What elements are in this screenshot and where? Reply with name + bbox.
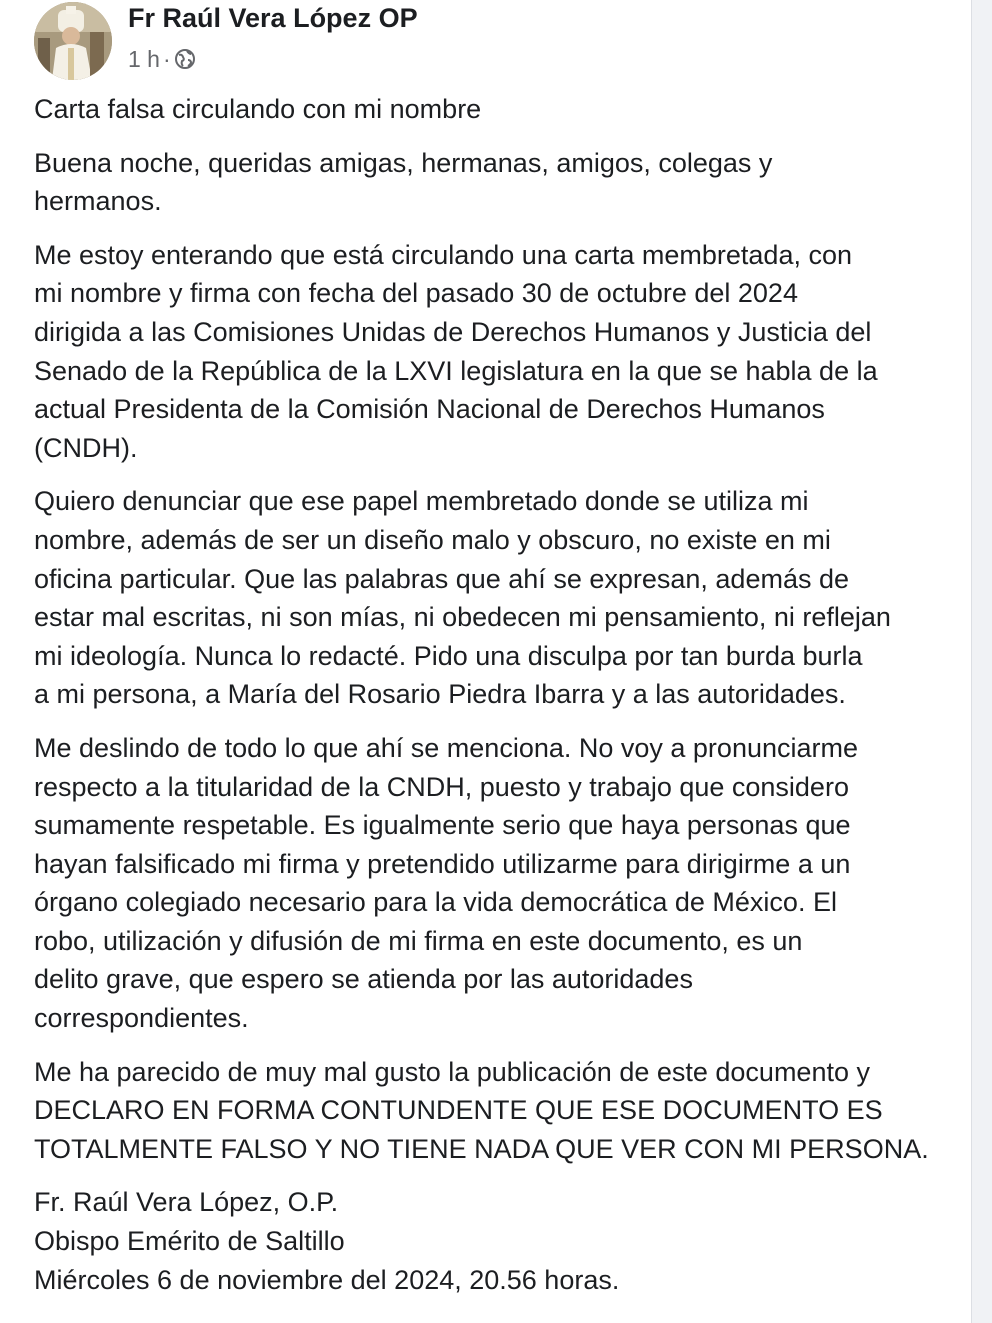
post-text-line: Fr. Raúl Vera López, O.P. [34,1187,339,1218]
post-timestamp[interactable]: 1 h [128,45,160,72]
post-paragraph [34,90,954,129]
meta-separator: · [162,45,171,72]
post-text-line: Obispo Emérito de Saltillo [34,1226,345,1257]
post-text-line: hayan falsificado mi firma y pretendido utilizarme para dirigirme a un [34,848,851,879]
post-text-line: Me ha parecido de muy mal gusto la publicación de este documento y [34,1056,870,1087]
post-text-line: respecto a la titularidad de la CNDH, puesto y trabajo que considero [34,771,849,802]
post-text-line: mi ideología. Nunca lo redacté. Pido una disculpa por tan burda burla [34,640,863,671]
post-text-line: Buena noche, queridas amigas, hermanas, amigos, colegas y [34,147,773,178]
post-text-line: mi nombre y firma con fecha del pasado 30 de octubre del 2024 [34,278,798,309]
post-paragraph [34,144,954,221]
post-paragraph [34,236,954,468]
post-text-line: Carta falsa circulando con mi nombre [34,94,482,124]
post-text-line: Miércoles 6 de noviembre del 2024, 20.56 horas. [34,1264,620,1295]
post-text-line: dirigida a las Comisiones Unidas de Derechos Humanos y Justicia del [34,316,872,347]
post-paragraph [34,482,954,714]
post-text-line: oficina particular. Que las palabras que ahí se expresan, además de [34,563,849,594]
author-avatar[interactable] [34,2,112,80]
post-text-line: DECLARO EN FORMA CONTUNDENTE QUE ESE DOCUMENTO ES [34,1095,883,1126]
post-text-line: órgano colegiado necesario para la vida democrática de México. El [34,887,837,918]
post-text-line: estar mal escritas, ni son mías, ni obedecen mi pensamiento, ni reflejan [34,602,891,633]
post-text-line: Me estoy enterando que está circulando una carta membretada, con [34,239,852,270]
post-text-line: delito grave, que espero se atienda por las autoridades [34,964,693,995]
post-text [34,90,954,1314]
post-paragraph [34,1053,954,1169]
globe-icon[interactable] [174,48,196,70]
post-text-line: TOTALMENTE FALSO Y NO TIENE NADA QUE VER CON MI PERSONA. [34,1133,929,1164]
post-text-line: sumamente respetable. Es igualmente serio que haya personas que [34,810,851,841]
post-paragraph [34,729,954,1038]
post-paragraph [34,1183,954,1299]
post-text-line: a mi persona, a María del Rosario Piedra Ibarra y a las autoridades. [34,679,846,710]
post-text-line: actual Presidenta de la Comisión Nacional de Derechos Humanos [34,394,825,425]
post-text-line: correspondientes. [34,1003,249,1034]
post-text-line: Quiero denunciar que ese papel membretado donde se utiliza mi [34,486,809,517]
post-text-line: (CNDH). [34,432,138,463]
post-text-line: nombre, además de ser un diseño malo y obscuro, no existe en mi [34,524,831,555]
profile-photo-icon [34,2,112,80]
post-text-line: Me deslindo de todo lo que ahí se menciona. No voy a pronunciarme [34,732,859,763]
post-meta [128,45,196,73]
author-name[interactable]: Fr Raúl Vera López OP [128,3,418,33]
post-text-line: hermanos. [34,186,162,217]
post-text-line: robo, utilización y difusión de mi firma en este documento, es un [34,925,803,956]
post-text-line: Senado de la República de la LXVI legislatura en la que se habla de la [34,355,878,386]
